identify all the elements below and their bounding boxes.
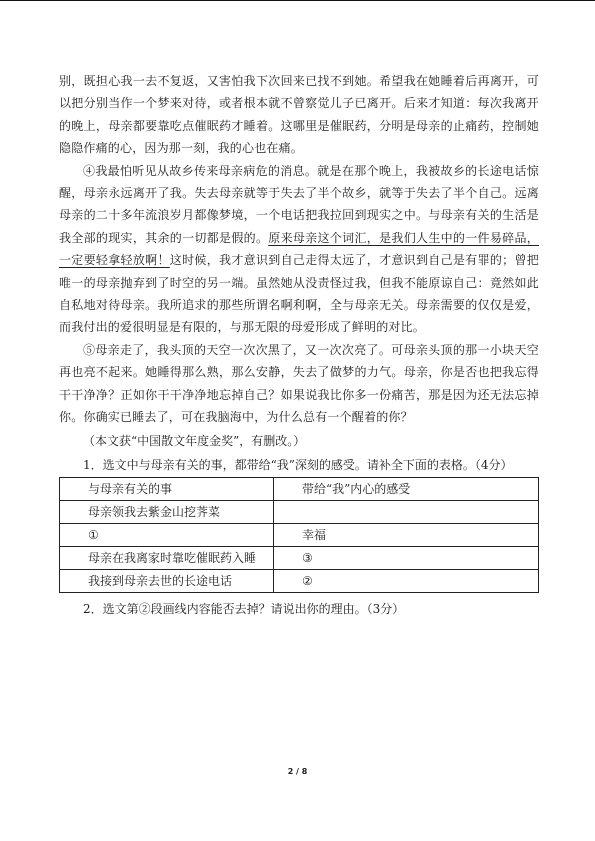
document-body xyxy=(59,70,539,619)
top-border-line xyxy=(0,0,595,1)
paragraph-4-text-start: ④我最怕听见从故乡传来母亲病危的消息。就是在那个晚上，我被故乡的长途电话惊醒，母亲永远离开了我。失去母亲就等于失去了半个故乡，就等于失去了半个自己。远离母亲的二十多年流浪岁月都像梦境，一个电话把我拉回到现实之中。与母亲有关的生活是我全部的现实，其余的一切都是假的。 xyxy=(59,163,539,245)
table-cell-feeling xyxy=(274,500,539,523)
table-cell-event: 我接到母亲去世的长途电话 xyxy=(60,569,274,592)
question-1: 1．选文中与母亲有关的事，都带给“我”深刻的感受。请补全下面的表格。（4分） xyxy=(83,457,513,472)
paragraph-continuation: 别，既担心我一去不复返，又害怕我下次回来已找不到她。希望我在她睡着后再离开，可以把分别当作一个梦来对待，或者根本就不曾察觉儿子已离开。后来才知道：每次我离开的晚上，母亲都要靠吃点催眠药才睡着。这哪里是催眠药，分明是母亲的止痛药，控制她隐隐作痛的心，因为那一刻，我的心也在痛。 xyxy=(59,74,539,156)
paragraph-4-text-end: 这时候，我才意识到自己走得太远了，才意识到自己是有罪的；曾把唯一的母亲抛弃到了时空的另一端。虽然她从没责怪过我，但我不能原谅自己：竟然如此自私地对待母亲。我所追求的那些所谓名啊利啊，全与母亲无关。母亲需要的仅仅是爱，而我付出的爱很明显是有限的，与那无限的母爱形成了鲜明的对比。 xyxy=(59,253,539,335)
question-2: 2．选文第②段画线内容能否去掉？请说出你的理由。（3分） xyxy=(83,601,405,616)
table-header-row xyxy=(60,477,539,500)
table-row xyxy=(60,500,539,523)
table-cell-event: 母亲领我去紫金山挖荠菜 xyxy=(60,500,274,523)
table-row xyxy=(60,569,539,592)
table-row xyxy=(60,523,539,546)
page-number: 2 / 8 xyxy=(287,767,308,776)
table-cell-event: 母亲在我离家时靠吃催眠药入睡 xyxy=(60,546,274,569)
table-cell-feeling: 幸福 xyxy=(274,523,539,546)
table-header-event: 与母亲有关的事 xyxy=(60,477,274,500)
table-row xyxy=(60,546,539,569)
table-cell-feeling: ③ xyxy=(274,546,539,569)
table-cell-feeling: ② xyxy=(274,569,539,592)
table-header-feeling: 带给“我”内心的感受 xyxy=(274,477,539,500)
source-note: （本文获“中国散文年度金奖”，有删改。） xyxy=(83,433,306,448)
paragraph-5: ⑤母亲走了，我头顶的天空一次次黑了，又一次次亮了。可母亲头顶的那一小块天空再也亮不起来。她睡得那么熟，那么安静，失去了做梦的力气。母亲，你是否也把我忘得干干净净？正如你干干净净地忘掉自己？如果说我比你多一份痛苦，那是因为还无法忘掉你。你确实已睡去了，可在我脑海中，为什么总有一个醒着的你？ xyxy=(59,342,539,425)
table-cell-event: ① xyxy=(60,523,274,546)
paragraph-4 xyxy=(59,160,539,339)
answer-table xyxy=(59,477,539,593)
underlined-sentence: 原来母亲这个词汇，是我们人生中的一件易碎品，一定要轻拿轻放啊！ xyxy=(59,230,539,268)
